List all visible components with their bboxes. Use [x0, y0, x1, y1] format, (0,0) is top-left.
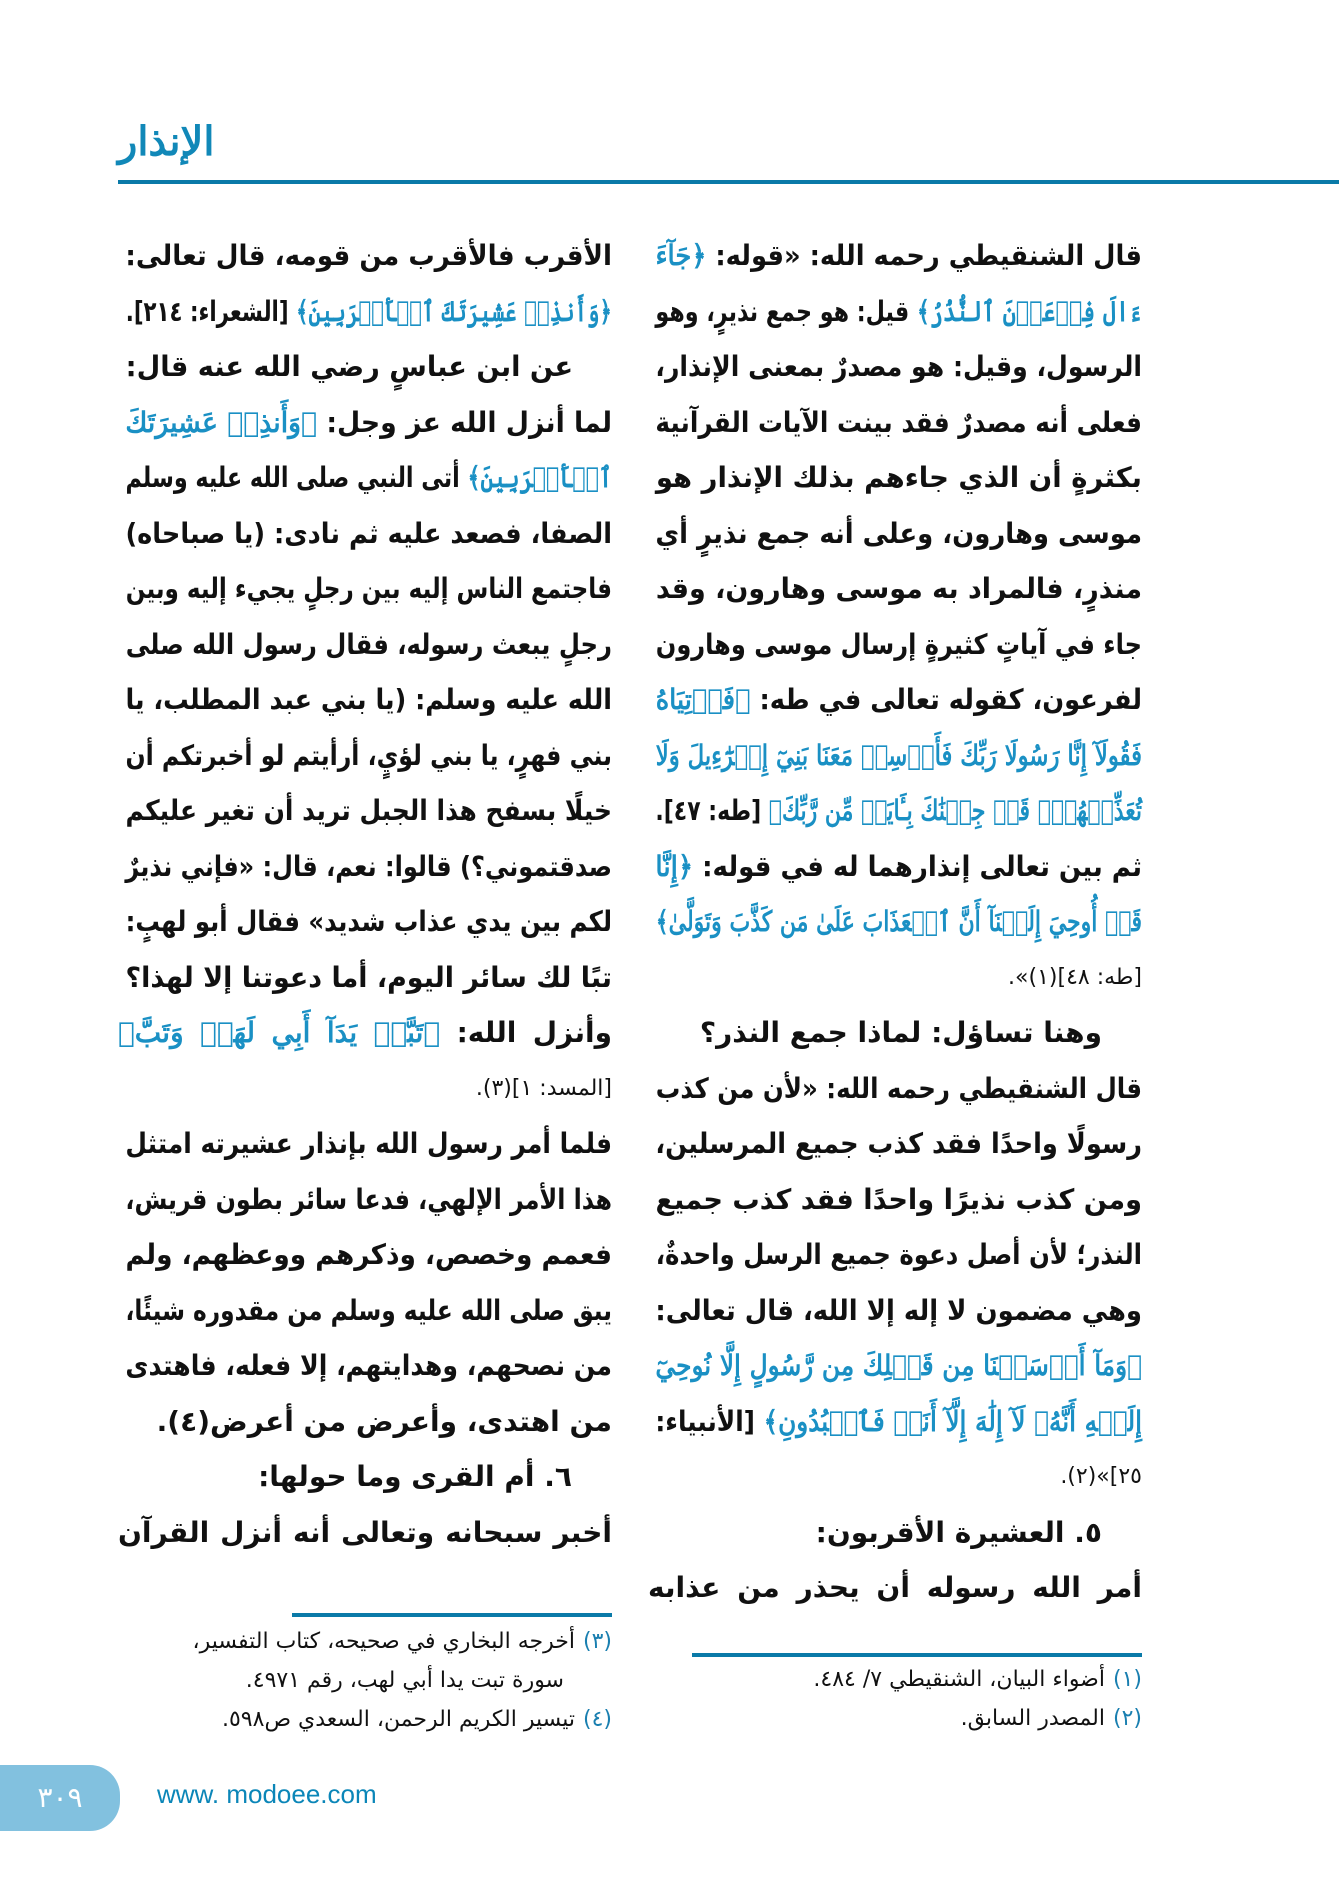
section-heading-line [125, 339, 612, 395]
running-header-title: الإنذار [118, 118, 215, 165]
text-segment: قال الشنقيطي رحمه الله: «لأن من كذب [655, 1071, 1142, 1105]
text-line [655, 1116, 1142, 1172]
footnote-text: أخرجه البخاري في صحيحه، كتاب التفسير، [192, 1629, 575, 1654]
footnote-rule-right [692, 1653, 1142, 1657]
quran-verse: ﴿وَمَآ أَرۡسَلۡنَا مِن قَبۡلِكَ مِن رَّسُولٍ إِلَّا نُوحِيٓ [655, 1349, 1142, 1382]
text-segment: أتى النبي صلى الله عليه وسلم [125, 461, 468, 494]
website-link[interactable]: www. modoee.com [157, 1779, 377, 1809]
text-line [125, 228, 613, 284]
text-segment: قيل: هو جمع نذيرٍ، وهو [655, 294, 917, 328]
quran-verse: قَدۡ أُوحِيَ إِلَيۡنَآ أَنَّ ٱلۡعَذَابَ عَلَىٰ مَن كَذَّبَ وَتَوَلَّىٰ﴾ [655, 905, 1142, 938]
quran-verse: ٱلۡأَقۡرَبِينَ﴾ [467, 461, 612, 494]
text-line [125, 1338, 613, 1394]
section-heading-line [118, 1449, 612, 1505]
text-line [655, 228, 1142, 284]
text-line [125, 506, 612, 562]
text-line [125, 950, 612, 1006]
text-line [655, 1338, 1142, 1394]
text-segment: خيلًا بسفح هذا الجبل تريد أن تغير عليكم [125, 794, 612, 827]
text-line [655, 339, 1142, 395]
text-segment: لفرعون، كقوله تعالى في طه: [750, 683, 1142, 716]
footnote-4 [118, 1700, 612, 1739]
text-line [125, 728, 613, 784]
text-segment: الله عليه وسلم: (يا بني عبد المطلب، يا [125, 683, 612, 716]
left-column [118, 228, 612, 1560]
text-segment: الأقرب فالأقرب من قومه، قال تعالى: [125, 239, 613, 272]
text-segment: جاء في آياتٍ كثيرةٍ إرسال موسى وهارون [655, 627, 1142, 661]
text-segment: بني فهرٍ، يا بني لؤيٍ، أرأيتم لو أخبرتكم أن [125, 738, 613, 772]
text-segment: أمر الله رسوله أن يحذر من عذابه [648, 1571, 1142, 1604]
text-line [125, 894, 612, 950]
footnote-number: (٤) [582, 1707, 612, 1732]
text-segment: رجلٍ يبعث رسوله، فقال رسول الله صلى [125, 627, 613, 661]
text-segment: لكم بين يدي عذاب شديد» فقال أبو لهبٍ: [125, 905, 612, 938]
text-segment: [الشعراء: ٢١٤]. [125, 294, 297, 328]
quran-verse: فَقُولَآ إِنَّا رَسُولَا رَبِّكَ فَأَرۡسِلۡ مَعَنَا بَنِيٓ إِسۡرَٰٓءِيلَ وَلَا [655, 738, 1142, 772]
text-line [118, 1394, 612, 1450]
footnote-1 [648, 1660, 1142, 1699]
text-segment: [طه: ٤٨](١)». [1008, 964, 1142, 990]
text-line [655, 1061, 1142, 1117]
text-segment: عن ابن عباسٍ رضي الله عنه قال: [125, 350, 574, 383]
footnote-3 [118, 1622, 612, 1661]
text-line [125, 1116, 612, 1172]
text-line [125, 783, 612, 839]
reference-line [648, 950, 1142, 1006]
text-segment: وهي مضمون لا إله إلا الله، قال تعالى: [655, 1293, 1142, 1327]
text-segment: وهنا تساؤل: لماذا جمع النذر؟ [699, 1016, 1102, 1049]
footnote-text: أضواء البيان، الشنقيطي ٧/ ٤٨٤. [813, 1667, 1105, 1692]
text-segment: يبق صلى الله عليه وسلم من مقدوره شيئًا، [125, 1293, 612, 1327]
text-segment: النذر؛ لأن أصل دعوة جميع الرسل واحدةٌ، [655, 1238, 1142, 1271]
text-line [125, 672, 612, 728]
text-segment: ٦. أم القرى وما حولها: [258, 1460, 572, 1493]
footnote-rule-left [292, 1613, 612, 1617]
reference-line [648, 1449, 1142, 1505]
text-segment: لما أنزل الله عز وجل: [317, 405, 612, 439]
text-segment: [الأنبياء: [655, 1404, 764, 1438]
text-line [125, 395, 612, 451]
quran-verse: ﴿وَأَنذِرۡ عَشِيرَتَكَ ٱلۡأَقۡرَبِينَ﴾ [296, 294, 612, 328]
text-segment: وأنزل الله: [440, 1016, 612, 1049]
text-segment: من اهتدى، وأعرض من أعرض(٤). [156, 1404, 612, 1438]
text-segment: منذرٍ، فالمراد به موسى وهارون، وقد [655, 572, 1142, 605]
text-segment: [طه: ٤٧]. [655, 794, 769, 827]
text-segment: الرسول، وقيل: هو مصدرٌ بمعنى الإنذار، [655, 350, 1142, 383]
text-segment: تبًا لك سائر اليوم، أما دعوتنا إلا لهذا؟ [125, 960, 612, 994]
text-line [648, 1560, 1142, 1616]
text-segment: فلما أمر رسول الله بإنذار عشيرته امتثل [125, 1127, 612, 1160]
footnote-3-continued: سورة تبت يدا أبي لهب، رقم ٤٩٧١. [245, 1668, 564, 1693]
text-segment: قال الشنقيطي رحمه الله: «قوله: [706, 239, 1142, 272]
footnote-2 [648, 1699, 1142, 1738]
text-segment: فعمم وخصص، وذكرهم ووعظهم، ولم [125, 1238, 612, 1271]
text-segment: هذا الأمر الإلهي، فدعا سائر بطون قريش، [125, 1182, 613, 1216]
text-line [655, 894, 1142, 950]
quran-verse: ﴿فَأۡتِيَاهُ [655, 683, 751, 716]
text-line [125, 450, 612, 506]
page-number-badge: ٣٠٩ [0, 1765, 120, 1831]
text-line [655, 1394, 1142, 1450]
quran-verse: ﴿وَأَنذِرۡ عَشِيرَتَكَ [125, 405, 318, 439]
text-line [655, 395, 1142, 451]
quran-verse: ﴿تَبَّتۡ يَدَآ أَبِي لَهَبٖ وَتَبَّ﴾ [118, 1016, 441, 1049]
text-line [655, 561, 1142, 617]
right-column [648, 228, 1142, 1616]
text-line [655, 672, 1142, 728]
text-segment: موسى وهارون، وعلى أنه جمع نذيرٍ أي [655, 516, 1142, 550]
text-segment: فعلى أنه مصدرٌ فقد بينت الآيات القرآنية [655, 405, 1142, 439]
text-line [655, 284, 1142, 340]
text-line [118, 1005, 612, 1061]
text-line [118, 1505, 612, 1561]
quran-verse: ءَالَ فِرۡعَوۡنَ ٱلنُّذُرُ﴾ [916, 294, 1142, 328]
footnote-number: (٢) [1112, 1706, 1142, 1731]
text-segment: ثم بين تعالى إنذارهما له في قوله: [693, 849, 1142, 883]
footnote-text: تيسير الكريم الرحمن، السعدي ص٥٩٨. [221, 1707, 575, 1732]
text-segment: [المسد: ١](٣). [475, 1075, 612, 1101]
section-heading-line [648, 1005, 1142, 1061]
text-line [655, 506, 1142, 562]
text-line [655, 617, 1142, 673]
footnote-number: (٣) [582, 1629, 612, 1654]
text-line [125, 1283, 612, 1339]
text-line [125, 1172, 613, 1228]
text-segment: من نصحهم، وهدايتهم، إلا فعله، فاهتدى [125, 1349, 613, 1382]
text-line [655, 728, 1142, 784]
quran-verse: ﴿إِنَّا [655, 849, 694, 883]
text-segment: ٥. العشيرة الأقربون: [815, 1515, 1102, 1549]
reference-line [118, 1061, 612, 1117]
text-segment: ٢٥]»(٢). [1060, 1464, 1142, 1489]
quran-verse: تُعَذِّبۡهُمۡۖ قَدۡ جِئۡنَٰكَ بِـَٔايَةٖ مِّن رَّبِّكَ﴾ [768, 794, 1142, 827]
text-segment: ومن كذب نذيرًا واحدًا فقد كذب جميع [655, 1182, 1142, 1216]
footnote-number: (١) [1112, 1667, 1142, 1692]
text-line [655, 783, 1142, 839]
text-segment: صدقتموني؟) قالوا: نعم، قال: «فإني نذيرٌ [125, 849, 612, 883]
text-line [125, 1227, 612, 1283]
text-line [655, 839, 1142, 895]
footnotes-right [648, 1660, 1142, 1738]
text-line [125, 284, 612, 340]
text-line [657, 450, 1142, 506]
text-line [655, 1172, 1142, 1228]
text-line [125, 561, 612, 617]
text-segment: فاجتمع الناس إليه بين رجلٍ يجيء إليه وبين [125, 572, 612, 605]
text-line [655, 1227, 1142, 1283]
quran-verse: ﴿جَآءَ [655, 239, 707, 272]
text-line [125, 617, 613, 673]
footnote-text: المصدر السابق. [960, 1706, 1105, 1731]
section-heading-line [648, 1505, 1142, 1561]
header-rule [118, 180, 1339, 184]
text-segment: أخبر سبحانه وتعالى أنه أنزل القرآن [118, 1515, 612, 1549]
text-segment: بكثرةٍ أن الذي جاءهم بذلك الإنذار هو [655, 461, 1142, 494]
text-segment: الصفا، فصعد عليه ثم نادى: (يا صباحاه) [125, 516, 612, 550]
footnotes-left [118, 1622, 612, 1739]
text-segment: رسولًا واحدًا فقد كذب جميع المرسلين، [655, 1127, 1142, 1160]
quran-verse: إِلَيۡهِ أَنَّهُۥ لَآ إِلَٰهَ إِلَّآ أَنَا۠ فَٱعۡبُدُونِ﴾ [763, 1404, 1142, 1438]
text-line [125, 839, 612, 895]
text-line [655, 1283, 1142, 1339]
